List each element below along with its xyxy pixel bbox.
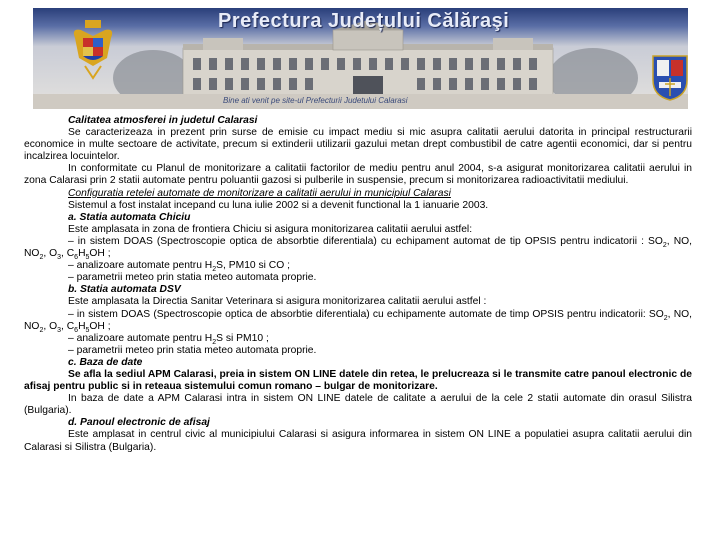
header-banner — [33, 8, 688, 109]
subsection-heading: a. Statia automata Chiciu — [68, 211, 191, 223]
banner-subtitle: Bine ati venit pe site-ul Prefecturii Judetului Calarasi — [223, 96, 408, 105]
paragraph: Se afla la sediul APM Calarasi, preia in sistem ON LINE datele din retea, le prelucreaza si le transmite catre panoul electronic de afisaj pentru public si in reteaua sistemului comun romano – bulgar de monitorizare. — [24, 368, 692, 393]
subsection-heading: c. Baza de date — [68, 356, 143, 368]
paragraph: Se caracterizeaza in prezent prin surse de emisie cu impact mediu si mic asupra calitatii aerului datorita in principal restructurarii economice in multe sectoare de activitate, precum si extinderii utilizarii gazului metan drept combustibil de catre agentii economici, dar si pentru incalzirea locuintelor. — [24, 127, 692, 163]
document-title: Calitatea atmosferei in judetul Calarasi — [68, 115, 258, 126]
subsection-heading: b. Statia automata DSV — [68, 284, 181, 296]
romania-coat-of-arms-icon — [71, 18, 115, 82]
paragraph: Este amplasata la Directia Sanitar Veterinara si asigura monitorizarea calitatii aerului astfel : — [68, 296, 487, 308]
paragraph: Este amplasat in centrul civic al municipiului Calarasi si asigura informarea in sistem ON LINE a populatiei asupra calitatii aerului din Calarasi si Silistra (Bulgaria). — [24, 429, 692, 453]
list-item: – analizoare automate pentru $H_2S$, PM10 si CO ; — [68, 260, 290, 274]
list-item: – parametrii meteo prin statia meteo automata proprie. — [68, 344, 317, 356]
banner-title: Prefectura Județului Călăraşi — [218, 10, 510, 32]
paragraph: In conformitate cu Planul de monitorizare a calitatii factorilor de mediu pentru anul 2004, s-a asigurat monitorizarea calitatii aerului in zona Calarasi prin 2 statii automate pentru poluantii gazosi si pulberile in suspensie, precum si monitorizarea radioactivitatii mediului. — [24, 163, 692, 187]
subsection-heading: d. Panoul electronic de afisaj — [68, 417, 210, 429]
county-coat-of-arms-icon — [651, 54, 688, 102]
section-heading: Configuratia retelei automate de monitorizare a calitatii aerului in municipiul Calarasi — [68, 187, 451, 199]
list-item: – analizoare automate pentru $H_2S$ si PM10 ; — [68, 332, 269, 346]
list-item: – in sistem DOAS (Spectroscopie optica de absorbtie diferentiala) cu echipamente automate de timp OPSIS pentru indicatorii: $SO_2$, NO, $NO_2$, $O_3$, $C_6H_5OH$ ; — [24, 308, 693, 334]
paragraph: In baza de date a APM Calarasi intra in sistem ON LINE datele de calitate a aerului de la cele 2 statii automate din orasul Silistra (Bulgaria). — [24, 393, 692, 417]
paragraph: Este amplasata in zona de frontiera Chiciu si asigura monitorizarea calitatii aerului astfel: — [68, 223, 473, 235]
paragraph: Sistemul a fost instalat incepand cu luna iulie 2002 si a devenit functional la 1 ianuarie 2003. — [68, 199, 489, 211]
document-body — [24, 115, 692, 454]
list-item: – parametrii meteo prin statia meteo automata proprie. — [68, 272, 317, 284]
list-item: – in sistem DOAS (Spectroscopie optica de absorbtie diferentiala) cu echipament automat de tip OPSIS pentru indicatorii : $SO_2$, NO, $NO_2$, $O_3$, $C_6H_5OH$ ; — [24, 235, 692, 262]
